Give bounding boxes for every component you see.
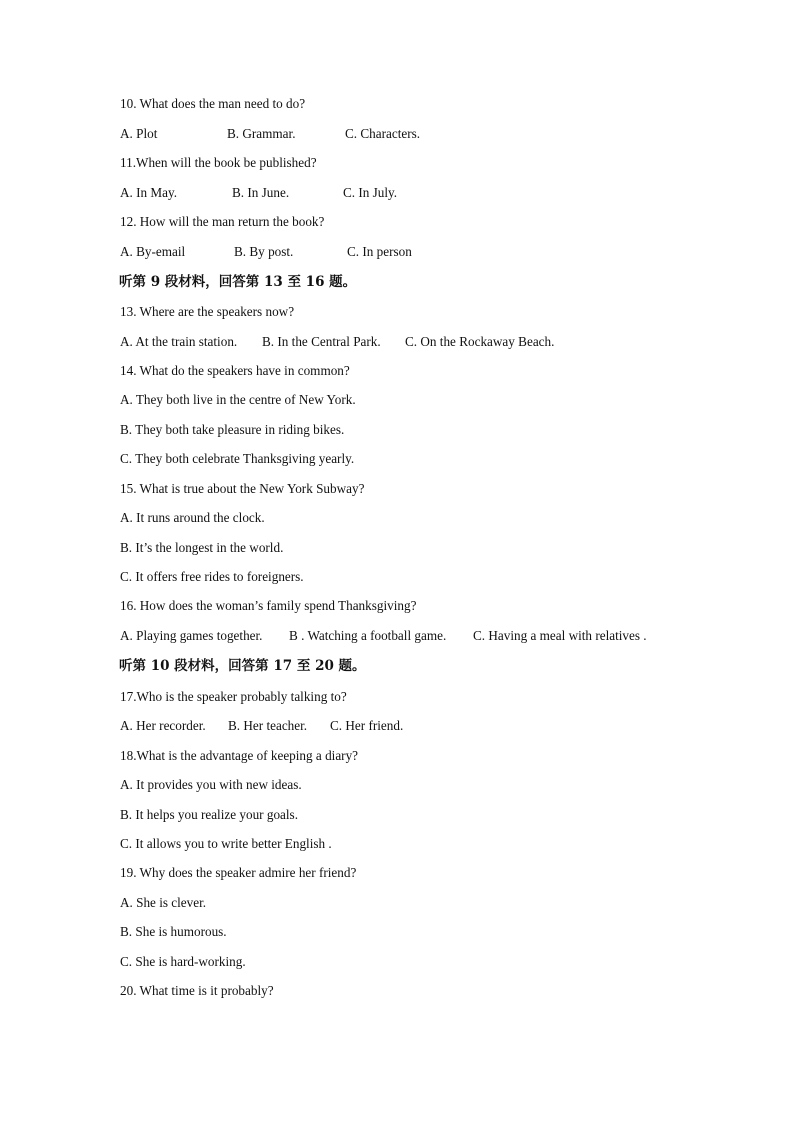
- q16-option-b: B . Watching a football game.: [289, 628, 447, 643]
- question-20: 20. What time is it probably?: [120, 983, 274, 998]
- question-15: 15. What is true about the New York Subway?: [120, 481, 365, 496]
- q14-option-a: A. They both live in the centre of New York.: [120, 392, 356, 407]
- q11-option-c: C. In July.: [343, 185, 398, 200]
- q18-option-c: C. It allows you to write better English .: [120, 836, 332, 851]
- q13-option-c: C. On the Rockaway Beach.: [405, 334, 555, 349]
- q19-option-b: B. She is humorous.: [120, 924, 227, 939]
- q13-option-b: B. In the Central Park.: [262, 334, 381, 349]
- section-9-heading: 听第 9 段材料，回答第 13 至 16 题。: [119, 274, 357, 290]
- q17-option-b: B. Her teacher.: [228, 718, 308, 733]
- q14-option-c: C. They both celebrate Thanksgiving yearly.: [120, 451, 355, 466]
- q11-option-a: A. In May.: [120, 185, 178, 200]
- question-16: 16. How does the woman’s family spend Thanksgiving?: [120, 598, 417, 613]
- q12-option-b: B. By post.: [234, 244, 294, 259]
- q15-option-a: A. It runs around the clock.: [120, 510, 265, 525]
- q18-option-b: B. It helps you realize your goals.: [120, 807, 298, 822]
- q16-option-a: A. Playing games together.: [120, 628, 263, 643]
- q11-option-b: B. In June.: [232, 185, 290, 200]
- question-14: 14. What do the speakers have in common?: [120, 363, 350, 378]
- q12-option-c: C. In person: [347, 244, 412, 259]
- q16-option-c: C. Having a meal with relatives .: [473, 628, 647, 643]
- question-19: 19. Why does the speaker admire her friend?: [120, 865, 357, 880]
- q18-option-a: A. It provides you with new ideas.: [120, 777, 302, 792]
- question-17: 17.Who is the speaker probably talking to?: [120, 689, 347, 704]
- question-13: 13. Where are the speakers now?: [120, 304, 295, 319]
- q19-option-a: A. She is clever.: [120, 895, 207, 910]
- question-10: 10. What does the man need to do?: [120, 96, 306, 111]
- section-10-heading: 听第 10 段材料，回答第 17 至 20 题。: [119, 658, 366, 674]
- question-18: 18.What is the advantage of keeping a diary?: [120, 748, 359, 763]
- q12-option-a: A. By-email: [120, 244, 186, 259]
- q13-option-a: A. At the train station.: [120, 334, 238, 349]
- q10-option-a: A. Plot: [120, 126, 158, 141]
- q15-option-c: C. It offers free rides to foreigners.: [120, 569, 304, 584]
- q14-option-b: B. They both take pleasure in riding bikes.: [120, 422, 345, 437]
- q19-option-c: C. She is hard-working.: [120, 954, 246, 969]
- q15-option-b: B. It’s the longest in the world.: [120, 540, 284, 555]
- q10-option-c: C. Characters.: [345, 126, 421, 141]
- question-12: 12. How will the man return the book?: [120, 214, 325, 229]
- question-11: 11.When will the book be published?: [120, 155, 317, 170]
- q17-option-a: A. Her recorder.: [120, 718, 206, 733]
- q17-option-c: C. Her friend.: [330, 718, 404, 733]
- q10-option-b: B. Grammar.: [227, 126, 296, 141]
